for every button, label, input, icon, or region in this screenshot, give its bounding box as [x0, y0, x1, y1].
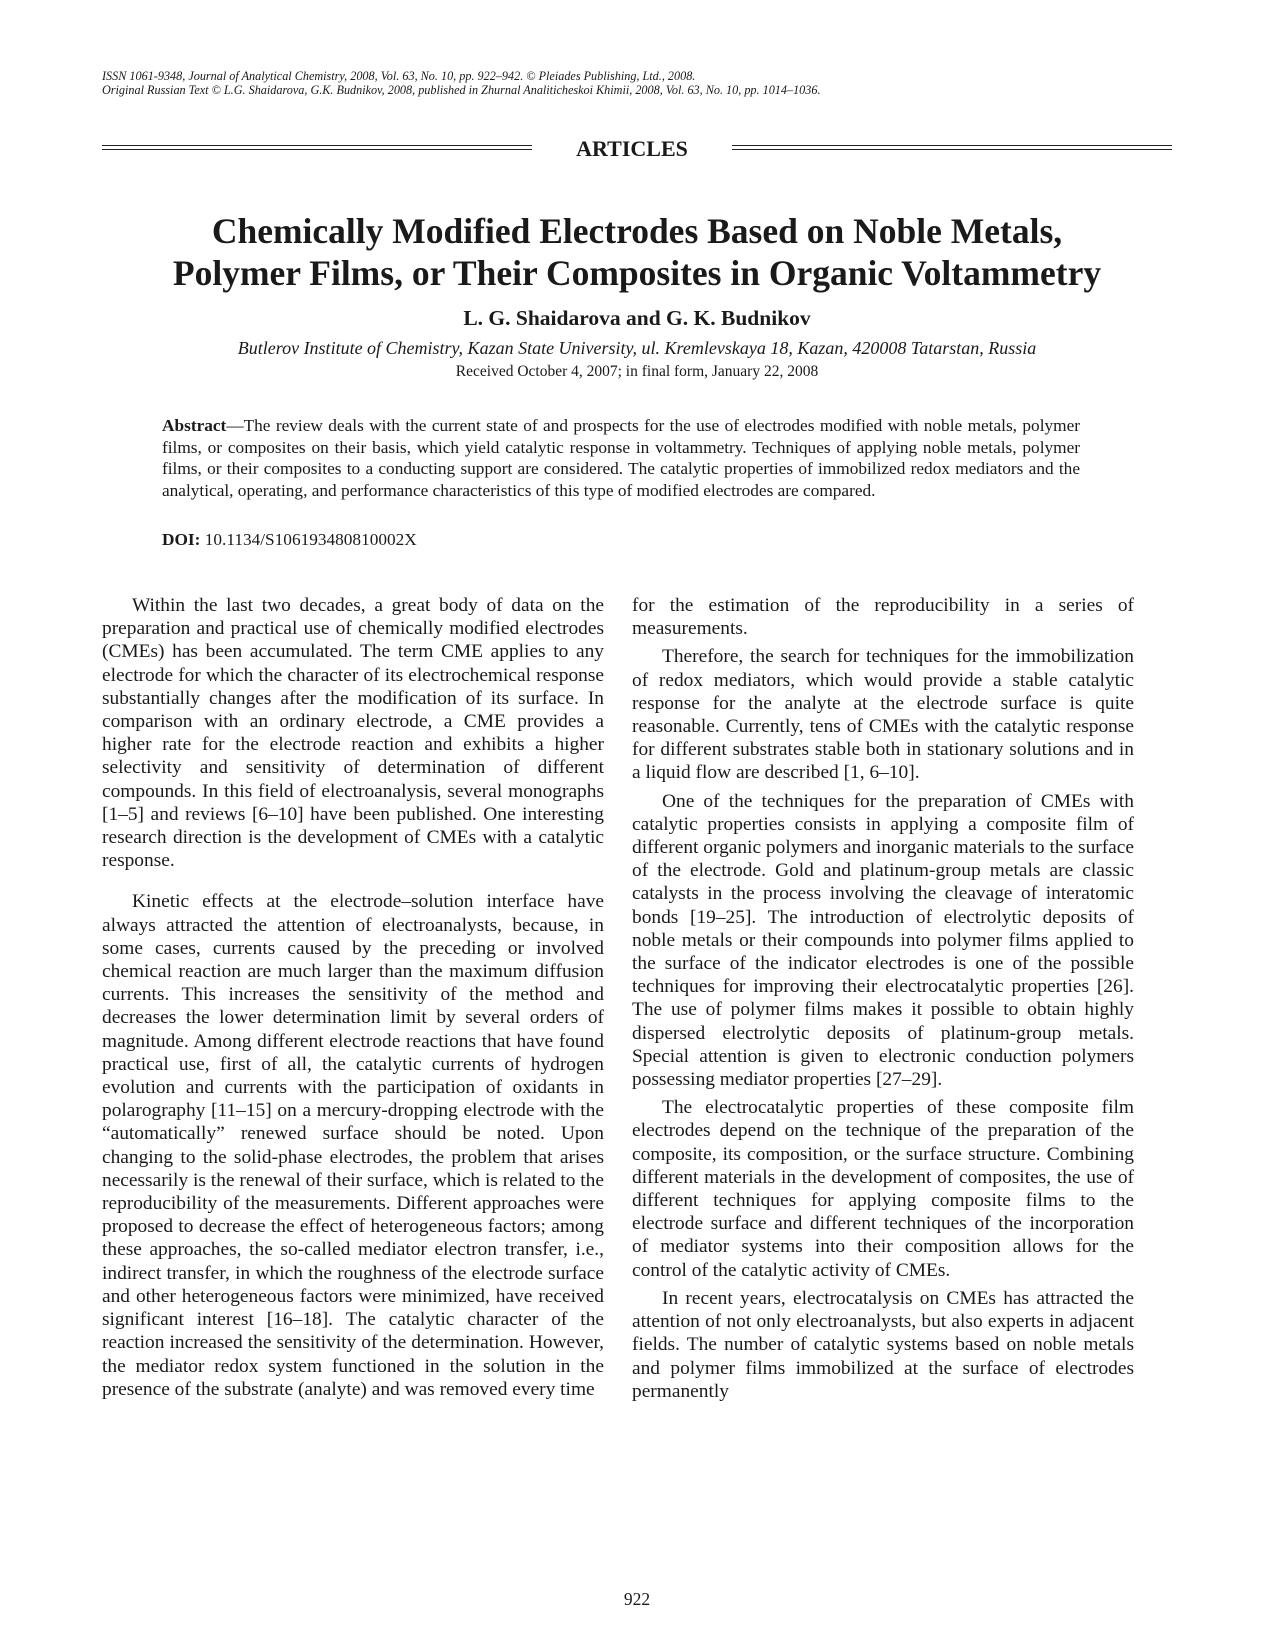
abstract-text: —The review deals with the current state of and prospects for the use of electrodes modified with noble metals, polymer films, or composites on their basis, which yield catalytic response in voltammetry. Techniques of applying noble metals, polymer films, or their composites to a conducting support are considered. The catalytic properties of immobilized redox mediators and the analytical, operating, and performance characteristics of this type of modified electrodes are compared.: [162, 416, 1080, 500]
original-text-line: Original Russian Text © L.G. Shaidarova, G.K. Budnikov, 2008, published in Zhurnal Analiticheskoi Khimii, 2008, Vol. 63, No. 10, pp. 1014–1036.: [102, 83, 821, 97]
doi-label: DOI:: [162, 530, 201, 549]
paragraph-continued: for the estimation of the reproducibility in a series of measurements.: [632, 595, 1134, 640]
section-rule-left: [102, 145, 532, 150]
journal-header: [102, 69, 1172, 97]
abstract-label: Abstract: [162, 416, 227, 435]
paragraph: Within the last two decades, a great body of data on the preparation and practical use of chemically modified electrodes (CMEs) has been accumulated. The term CME applies to any electrode for which the character of its electrochemical response substantially changes after the modification of its surface. In comparison with an ordinary electrode, a CME provides a higher rate for the electrode reaction and exhibits a higher selectivity and sensitivity of determination of different compounds. In this field of electroanalysis, several monographs [1–5] and reviews [6–10] have been published. One interesting research direction is the development of CMEs with a catalytic response.: [102, 595, 604, 872]
body-column-right: [632, 594, 1134, 1403]
article-title: [102, 210, 1172, 294]
doi: [162, 529, 1080, 550]
doi-value: 10.1134/S106193480810002X: [200, 530, 417, 549]
paragraph: One of the techniques for the preparation of CMEs with catalytic properties consists in applying a composite film of different organic polymers and inorganic materials to the surface of the electrode. Gold and platinum-group metals are classic catalysts in the process involving the cleavage of interatomic bonds [19–25]. The introduction of electrolytic deposits of noble metals or their compounds into polymer films applied to the surface of the indicator electrodes is one of the possible techniques for improving their electrocatalytic properties [26]. The use of polymer films makes it possible to obtain highly dispersed electrolytic deposits of platinum-group metals. Special attention is given to electronic conduction polymers possessing mediator properties [27–29].: [632, 790, 1134, 1091]
body-column-left: [102, 594, 604, 1401]
abstract: [162, 415, 1080, 501]
journal-citation-line: ISSN 1061-9348, Journal of Analytical Chemistry, 2008, Vol. 63, No. 10, pp. 922–942. © Pleiades Publishing, Ltd., 2008.: [102, 69, 696, 83]
affiliation: Butlerov Institute of Chemistry, Kazan State University, ul. Kremlevskaya 18, Kazan, 420008 Tatarstan, Russia: [237, 338, 1037, 358]
paragraph: Therefore, the search for techniques for the immobilization of redox mediators, which would provide a stable catalytic response for the analyte at the electrode surface is quite reasonable. Currently, tens of CMEs with the catalytic response for different substrates stable both in stationary solutions and in a liquid flow are described [1, 6–10].: [632, 646, 1134, 784]
section-rule-right: [732, 145, 1172, 150]
received-dates: Received October 4, 2007; in final form, January 22, 2008: [455, 363, 819, 380]
authors: L. G. Shaidarova and G. K. Budnikov: [463, 306, 811, 330]
section-heading-bar: [102, 136, 1172, 164]
page-number: 922: [623, 1589, 651, 1609]
section-label: ARTICLES: [576, 136, 688, 161]
paragraph: The electrocatalytic properties of these composite film electrodes depend on the technique of the preparation of the composite, its composition, or the surface structure. Combining different materials in the development of composites, the use of different techniques for applying composite films to the electrode surface and different techniques of the incorporation of mediator systems into their composition allows for the control of the catalytic activity of CMEs.: [632, 1097, 1134, 1281]
title-line-1: Chemically Modified Electrodes Based on Noble Metals,: [211, 211, 1063, 251]
title-line-2: Polymer Films, or Their Composites in Organic Voltammetry: [172, 253, 1102, 293]
paragraph: Kinetic effects at the electrode–solution interface have always attracted the attention of electroanalysts, because, in some cases, currents caused by the preceding or involved chemical reaction are much larger than the maximum diffusion currents. This increases the sensitivity of the method and decreases the lower determination limit by several orders of magnitude. Among different electrode reactions that have found practical use, first of all, the catalytic currents of hydrogen evolution and currents with the participation of oxidants in polarography [11–15] on a mercury-dropping electrode with the “automatically” renewed surface should be noted. Upon changing to the solid-phase electrodes, the problem that arises necessarily is the renewal of their surface, which is related to the reproducibility of the measurements. Different approaches were proposed to decrease the effect of heterogeneous factors; among these approaches, the so-called mediator electron transfer, i.e., indirect transfer, in which the roughness of the electrode surface and other heterogeneous factors were minimized, have received significant interest [16–18]. The catalytic character of the reaction increased the sensitivity of the determination. However, the mediator redox system functioned in the solution in the presence of the substrate (analyte) and was removed every time: [102, 891, 604, 1400]
paragraph: In recent years, electrocatalysis on CMEs has attracted the attention of not only electroanalysts, but also experts in adjacent fields. The number of catalytic systems based on noble metals and polymer films immobilized at the surface of electrodes permanently: [632, 1287, 1134, 1402]
